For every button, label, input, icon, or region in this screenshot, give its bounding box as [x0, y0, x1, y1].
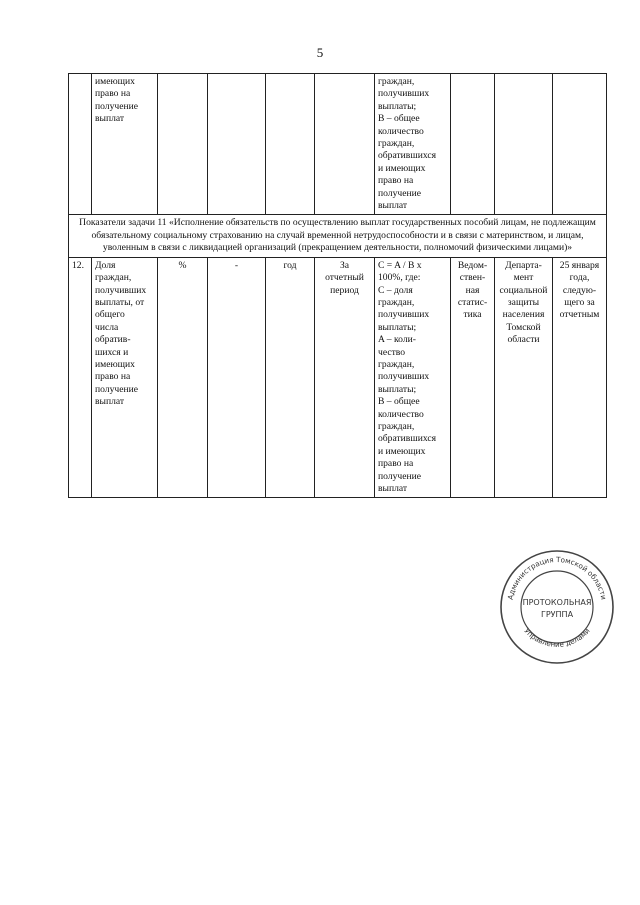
cell-line: B – общее — [378, 113, 420, 125]
svg-text:Администрация Томской области — [506, 555, 609, 601]
cell-line: отчетным — [559, 309, 600, 321]
cell-line: и имеющих — [378, 162, 426, 174]
section-heading-row — [69, 215, 607, 257]
table-row-12 — [69, 257, 607, 498]
cell-line: области — [507, 334, 540, 346]
cell-indicator-name — [92, 74, 158, 215]
cell-line: получение — [378, 187, 421, 199]
cell-line: количество — [378, 408, 424, 420]
cell-line: имеющих — [95, 76, 135, 87]
stamp-ring-top: Администрация Томской области — [505, 554, 609, 601]
cell-indicator-name — [92, 257, 158, 498]
cell-line: ствен- — [459, 272, 486, 284]
cell-dash: - — [208, 257, 266, 498]
cell-line: C = A / B x — [378, 259, 422, 271]
cell-line: следую- — [562, 284, 597, 296]
cell-line: года, — [569, 272, 590, 284]
cell-line: имеющих — [95, 358, 135, 370]
cell-line: количество — [378, 125, 424, 137]
cell-line: право на — [378, 458, 414, 470]
cell-line: A – коли- — [378, 334, 416, 346]
cell-formula — [375, 257, 451, 498]
stamp-center-line2: ГРУППА — [540, 610, 574, 619]
cell-line: 100%, где: — [378, 272, 421, 284]
svg-text:Управление делами — [522, 626, 591, 649]
cell-line: выплат — [378, 483, 408, 494]
cell-number: 12. — [69, 257, 92, 498]
cell-line: граждан, — [95, 272, 132, 284]
stamp-ring-bottom: Управление делами — [522, 626, 592, 649]
cell-line: Ведом- — [457, 259, 488, 271]
cell-line: граждан, — [378, 420, 415, 432]
cell-line: выплат — [95, 113, 125, 125]
cell-periodicity: год — [266, 257, 315, 498]
cell-line: населения — [502, 309, 545, 321]
cell-line: Департа- — [505, 259, 542, 271]
cell-line: числа — [95, 321, 119, 333]
cell-line: обратившихся — [378, 150, 437, 162]
cell-line: получивших — [378, 309, 430, 321]
cell-responsible — [495, 257, 553, 498]
cell-line: За — [339, 259, 350, 271]
cell-line: социальной — [499, 284, 548, 296]
cell-line: получивших — [378, 371, 430, 383]
cell-line: право на — [378, 175, 414, 187]
cell-line: получение — [95, 100, 138, 112]
cell-deadline — [553, 257, 607, 498]
cell-line: шихся и — [95, 346, 129, 358]
cell-line: граждан, — [378, 76, 415, 87]
cell-line: защиты — [507, 296, 540, 308]
section-heading: Показатели задачи 11 «Исполнение обязательств по осуществлению выплат государственных пособий лицам, не подлежащим обязательному социальному страхованию на случай временной нетрудоспособности и в связи с материнством, и лицам, уволенным в связи с ликвидацией организаций (прекращением деятельности, полномочий физическими лицами)» — [69, 215, 607, 257]
cell-line: выплат — [95, 396, 125, 408]
indicators-table — [68, 73, 607, 498]
cell-line: выплаты; — [378, 383, 417, 395]
cell-line: выплаты; — [378, 321, 417, 333]
cell-unit: % — [158, 257, 208, 498]
table-row-continued — [69, 74, 607, 215]
cell-line: выплаты; — [378, 100, 417, 112]
cell-line: Томской — [506, 321, 541, 333]
cell-formula — [375, 74, 451, 215]
cell-line: получение — [378, 470, 421, 482]
cell-line: обратив- — [95, 334, 131, 346]
cell-number — [69, 74, 92, 215]
cell-line: получивших — [95, 284, 147, 296]
cell-period — [315, 257, 375, 498]
cell-line: получивших — [378, 88, 430, 100]
cell-line: C – доля — [378, 284, 413, 296]
cell-line: право на — [95, 371, 131, 383]
cell-line: выплат — [378, 200, 408, 212]
cell-line: статис- — [457, 296, 488, 308]
cell-line: B – общее — [378, 396, 420, 408]
protocol-group-stamp — [498, 548, 616, 666]
cell-line: граждан, — [378, 138, 415, 150]
cell-source — [451, 257, 495, 498]
cell-line: ная — [465, 284, 480, 296]
cell-line: общего — [95, 309, 125, 321]
cell-line: право на — [95, 88, 131, 100]
cell-line: мент — [513, 272, 534, 284]
cell-line: Доля — [95, 259, 116, 271]
stamp-center-line1: ПРОТОКОЛЬНАЯ — [522, 598, 592, 607]
page-number: 5 — [316, 45, 324, 60]
cell-line: и имеющих — [378, 445, 426, 457]
cell-line: тика — [463, 309, 482, 321]
cell-line: чество — [378, 346, 406, 358]
cell-line: выплаты, от — [95, 296, 145, 308]
cell-line: период — [330, 284, 359, 296]
cell-line: 25 января — [559, 259, 600, 271]
cell-line: получение — [95, 383, 138, 395]
cell-line: граждан, — [378, 358, 415, 370]
cell-line: щего за — [564, 296, 595, 308]
cell-line: отчетный — [325, 272, 364, 284]
cell-line: граждан, — [378, 296, 415, 308]
cell-line: обратившихся — [378, 433, 437, 445]
